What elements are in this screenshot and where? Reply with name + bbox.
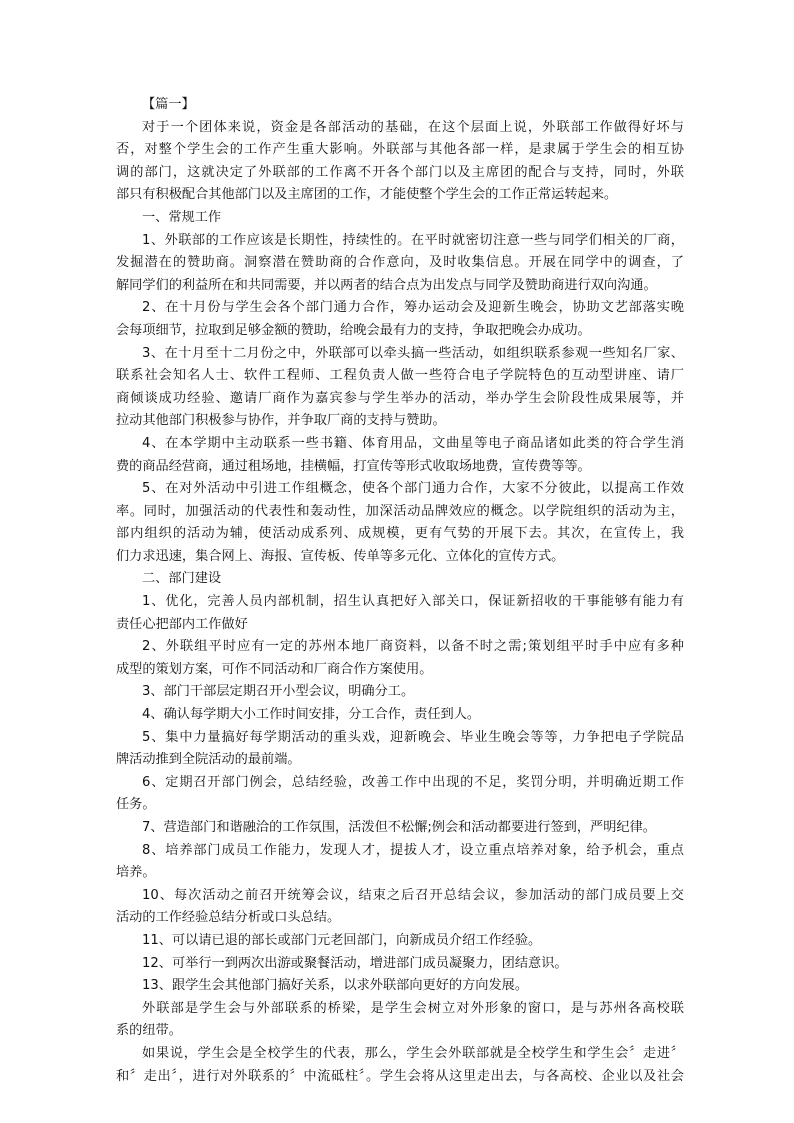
text-line: 率。同时，加强活动的代表性和轰动性，加深活动品牌效应的概念。以学院组织的活动为主，	[116, 503, 684, 519]
text-line: 牌活动推到全院活动的最前端。	[116, 752, 301, 768]
text-line: 商倾谈成功经验、邀请厂商作为嘉宾参与学生举办的活动，举办学生会阶段性成果展等，并	[116, 390, 684, 406]
text-line: 13、跟学生会其他部门搞好关系，以求外联部向更好的方向发展。	[142, 978, 529, 994]
text-line: 拉动其他部门积极参与协作，并争取厂商的支持与赞助。	[116, 413, 446, 429]
text-line: 系的纽带。	[116, 1023, 182, 1039]
text-line: 会每项细节，拉取到足够金额的赞助，给晚会最有力的支持，争取把晚会办成功。	[116, 322, 591, 338]
text-line: 2、外联组平时应有一定的苏州本地厂商资料，以备不时之需;策划组平时手中应有多种	[142, 639, 684, 655]
text-line: 一、常规工作	[142, 209, 222, 225]
text-line: 8、培养部门成员工作能力，发现人才，提拔人才，设立重点培养对象，给予机会，重点	[142, 842, 684, 858]
text-line: 11、可以请已退的部长或部门元老回部门，向新成员介绍工作经验。	[142, 932, 542, 948]
text-line: 成型的策划方案，可作不同活动和厂商合作方案使用。	[116, 661, 433, 677]
text-line: 发掘潜在的赞助商。洞察潜在赞助商的合作意向，及时收集信息。开展在同学中的调查，了	[116, 255, 684, 271]
text-line: 二、部门建设	[142, 571, 222, 587]
text-line: 5、集中力量搞好每学期活动的重头戏，迎新晚会、毕业生晚会等等，力争把电子学院品	[142, 729, 684, 745]
text-line: 任务。	[116, 797, 156, 813]
text-line: 外联部是学生会与外部联系的桥梁，是学生会树立对外形象的窗口，是与苏州各高校联	[142, 1000, 684, 1016]
text-line: 5、在对外活动中引进工作组概念，使各个部门通力合作，大家不分彼此，以提高工作效	[142, 481, 684, 497]
text-line: 1、外联部的工作应该是长期性，持续性的。在平时就密切注意一些与同学们相关的厂商，	[142, 232, 684, 248]
text-line: 如果说，学生会是全校学生的代表，那么，学生会外联部就是全校学生和学生会〞走进〞	[142, 1045, 684, 1061]
text-line: 6、定期召开部门例会，总结经验，改善工作中出现的不足，奖罚分明，并明确近期工作	[142, 774, 684, 790]
document-body	[116, 117, 684, 1089]
text-line: 3、在十月至十二月份之中，外联部可以牵头搞一些活动，如组织联系参观一些知名厂家、	[142, 345, 684, 361]
document-page	[116, 94, 684, 1088]
text-line: 部内组织的活动为辅，使活动成系列、成规模，更有气势的开展下去。其次，在宣传上，我	[116, 526, 684, 542]
text-line: 对于一个团体来说，资金是各部活动的基础，在这个层面上说，外联部工作做得好坏与	[142, 119, 684, 135]
text-line: 们力求迅速，集合网上、海报、宣传板、传单等多元化、立体化的宣传方式。	[116, 548, 565, 564]
text-line: 联系社会知名人士、软件工程师、工程负责人做一些符合电子学院特色的互动型讲座、请厂	[116, 368, 684, 384]
text-line: 解同学们的利益所在和共同需要，并以两者的结合点为出发点与同学及赞助商进行双向沟通。	[116, 277, 657, 293]
text-line: 1、优化，完善人员内部机制，招生认真把好入部关口，保证新招收的干事能够有能力有	[142, 594, 684, 610]
text-line: 费的商品经营商，通过租场地，挂横幅，打宣传等形式收取场地费，宣传费等等。	[116, 458, 591, 474]
text-line: 活动的工作经验总结分析或口头总结。	[116, 910, 341, 926]
text-line: 10、每次活动之前召开统筹会议，结束之后召开总结会议，参加活动的部门成员要上交	[142, 887, 684, 903]
text-line: 7、营造部门和谐融洽的工作氛围，活泼但不松懈;例会和活动都要进行签到，严明纪律。	[142, 820, 656, 835]
text-line: 12、可举行一到两次出游或聚餐活动，增进部门成员凝聚力，团结意识。	[142, 955, 568, 971]
text-line: 3、部门干部层定期召开小型会议，明确分工。	[142, 684, 415, 700]
section-title: 【篇一】	[142, 97, 195, 112]
text-line: 4、在本学期中主动联系一些书籍、体育用品，文曲星等电子商品诸如此类的符合学生消	[142, 435, 684, 451]
text-line: 培养。	[116, 865, 156, 881]
text-line: 调的部门，这就决定了外联部的工作离不开各个部门以及主席团的配合与支持，同时，外联	[116, 164, 684, 180]
text-line: 4、确认每学期大小工作时间安排，分工合作，责任到人。	[142, 707, 481, 723]
text-line: 责任心把部内工作做好	[116, 616, 248, 632]
text-line: 和〞走出〞，进行对外联系的〞中流砥柱〞。学生会将从这里走出去，与各高校、企业以及社会	[116, 1068, 684, 1084]
text-line: 2、在十月份与学生会各个部门通力合作，筹办运动会及迎新生晚会，协助文艺部落实晚	[142, 300, 684, 316]
text-line: 否，对整个学生会的工作产生重大影响。外联部与其他各部一样，是隶属于学生会的相互协	[116, 142, 684, 158]
text-line: 部只有积极配合其他部门以及主席团的工作，才能使整个学生会的工作正常运转起来。	[116, 187, 618, 203]
